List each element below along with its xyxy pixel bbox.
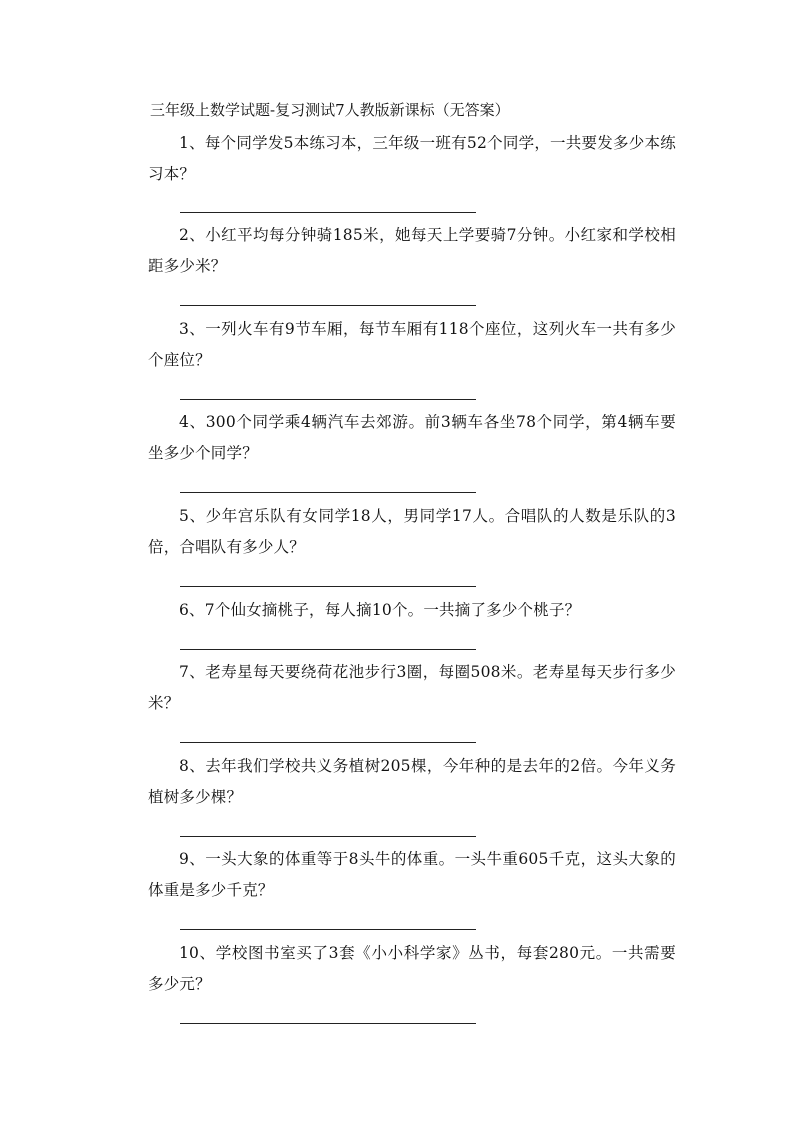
- question-2: [148, 220, 676, 282]
- question-text: 1、每个同学发5本练习本，三年级一班有52个同学，一共要发多少本练习本？: [148, 134, 676, 183]
- question-text: 8、去年我们学校共义务植树205棵，今年种的是去年的2倍。今年义务植树多少棵？: [148, 757, 676, 806]
- answer-line-2[interactable]: [180, 305, 476, 306]
- question-1: [148, 128, 676, 190]
- document-title: 三年级上数学试题-复习测试7人教版新课标（无答案）: [150, 101, 510, 119]
- question-text: 2、小红平均每分钟骑185米，她每天上学要骑7分钟。小红家和学校相距多少米？: [148, 226, 676, 275]
- question-text: 9、一头大象的体重等于8头牛的体重。一头牛重605千克，这头大象的体重是多少千克？: [148, 850, 676, 899]
- question-text: 5、少年宫乐队有女同学18人，男同学17人。合唱队的人数是乐队的3倍，合唱队有多少人？: [148, 507, 676, 556]
- question-text: 7、老寿星每天要绕荷花池步行3圈，每圈508米。老寿星每天步行多少米？: [148, 663, 676, 712]
- question-text: 4、300个同学乘4辆汽车去郊游。前3辆车各坐78个同学，第4辆车要坐多少个同学？: [148, 413, 676, 462]
- answer-line-10[interactable]: [180, 1023, 476, 1024]
- question-9: [148, 844, 676, 906]
- answer-line-3[interactable]: [180, 399, 476, 400]
- question-4: [148, 407, 676, 469]
- answer-line-9[interactable]: [180, 929, 476, 930]
- question-text: 6、7个仙女摘桃子，每人摘10个。一共摘了多少个桃子？: [179, 601, 581, 619]
- answer-line-8[interactable]: [180, 836, 476, 837]
- question-7: [148, 657, 676, 719]
- answer-line-4[interactable]: [180, 492, 476, 493]
- answer-line-5[interactable]: [180, 586, 476, 587]
- question-6: [148, 595, 676, 626]
- answer-line-7[interactable]: [180, 742, 476, 743]
- question-text: 10、学校图书室买了3套《小小科学家》丛书，每套280元。一共需要多少元？: [148, 944, 676, 993]
- question-8: [148, 751, 676, 813]
- question-5: [148, 501, 676, 563]
- question-3: [148, 314, 676, 376]
- answer-line-6[interactable]: [180, 649, 476, 650]
- answer-line-1[interactable]: [180, 212, 476, 213]
- question-text: 3、一列火车有9节车厢，每节车厢有118个座位，这列火车一共有多少个座位？: [148, 320, 676, 369]
- question-10: [148, 938, 676, 1000]
